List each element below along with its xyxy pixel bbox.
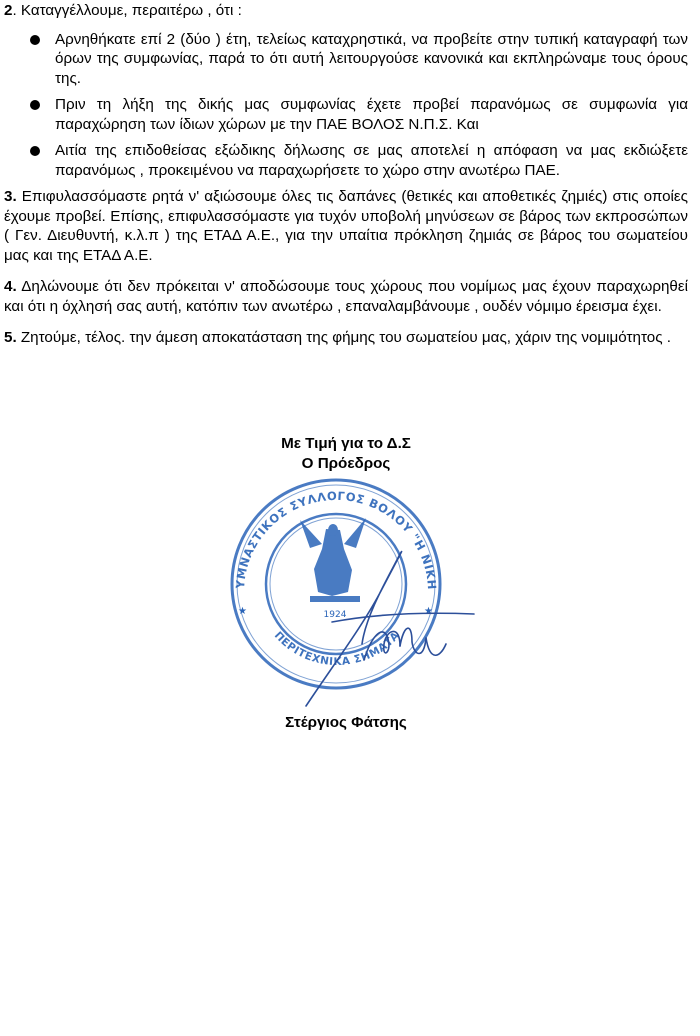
paragraph-3 [4, 187, 688, 265]
bullet-item [4, 30, 688, 89]
intro-line [4, 1, 688, 21]
paragraph-number: 4. [4, 278, 17, 295]
bullet-text: Αιτία της επιδοθείσας εξώδικης δήλωσης σε μας αποτελεί η απόφαση να μας εκδιώξετε παρανόμως , προκειμένου να παραχωρήσετε το χώρο στην ανωτέρω ΠΑΕ. [55, 142, 688, 179]
signatory-name: Στέργιος Φάτσης [285, 714, 407, 731]
bullet-item [4, 95, 688, 134]
signoff-line-1: Με Τιμή για το Δ.Σ [281, 435, 411, 452]
stamp-year: 1924 [323, 610, 347, 620]
bullet-text: Αρνηθήκατε επί 2 (δύο ) έτη, τελείως καταχρηστικά, να προβείτε στην τυπική καταγραφή των όρων της συμφωνίας, παρά το ότι αυτή λειτουργούσε κανονικά και εκπληρώναμε τους όρους της. [55, 30, 688, 87]
paragraph-5 [4, 328, 688, 348]
paragraph-text: Επιφυλασσόμαστε ρητά ν' αξιώσουμε όλες τις δαπάνες (θετικές και αποθετικές ζημιές) στις οποίες έχουμε προβεί. Επίσης, επιφυλασσόμαστε για τυχόν υποβολή μηνύσεων σε βάρος των εκπροσώπων ( Γεν. Διευθυντή, κ.λ.π ) της ΕΤΑΔ Α.Ε., για την υπαίτια πρόκληση ζημιάς σε βάρος του σωματείου μας και της ΕΤΑΔ Α.Ε. [4, 188, 688, 264]
bullet-item [4, 141, 688, 180]
svg-text:★: ★ [238, 606, 247, 617]
bullet-dot-icon [30, 35, 40, 45]
bullet-text: Πριν τη λήξη της δικής μας συμφωνίας έχετε προβεί παρανόμως σε συμφωνία για παραχώρηση των ίδιων χώρων με την ΠΑΕ ΒΟΛΟΣ Ν.Π.Σ. Και [55, 96, 688, 133]
intro-number: 2 [4, 2, 13, 19]
paragraph-number: 3. [4, 188, 17, 205]
bullet-dot-icon [30, 146, 40, 156]
paragraph-text: Ζητούμε, τέλος. την άμεση αποκατάσταση της φήμης του σωματείου μας, χάριν της νομιμότητος . [16, 329, 671, 346]
bullet-dot-icon [30, 100, 40, 110]
intro-text: . Καταγγέλλουμε, περαιτέρω , ότι : [12, 2, 242, 19]
document-page [4, 0, 688, 348]
stamp-bottom-text: ΠΕΡΙΤΕΧΝΙΚΑ ΣΗΜΑΤΑ [271, 629, 403, 669]
official-stamp [214, 474, 482, 714]
signoff-line-2: Ο Πρόεδρος [301, 455, 391, 472]
paragraph-number: 5. [4, 329, 17, 346]
svg-text:★: ★ [424, 606, 433, 617]
stamp-outer-text: ΥΜΝΑΣΤΙΚΟΣ ΣΥΛΛΟΓΟΣ ΒΟΛΟΥ "Η ΝΙΚΗ [232, 488, 440, 591]
bullet-list [4, 30, 688, 181]
paragraph-text: Δηλώνουμε ότι δεν πρόκειται ν' αποδώσουμε τους χώρους που νομίμως μας έχουν παραχωρηθεί και ότι η όχλησή σας αυτή, κατόπιν των ανωτέρω , επαναλαμβάνουμε , ουδέν νόμιμο έρεισμα έχει. [4, 278, 688, 315]
paragraph-4 [4, 277, 688, 316]
stamp-seal-icon [214, 474, 482, 714]
